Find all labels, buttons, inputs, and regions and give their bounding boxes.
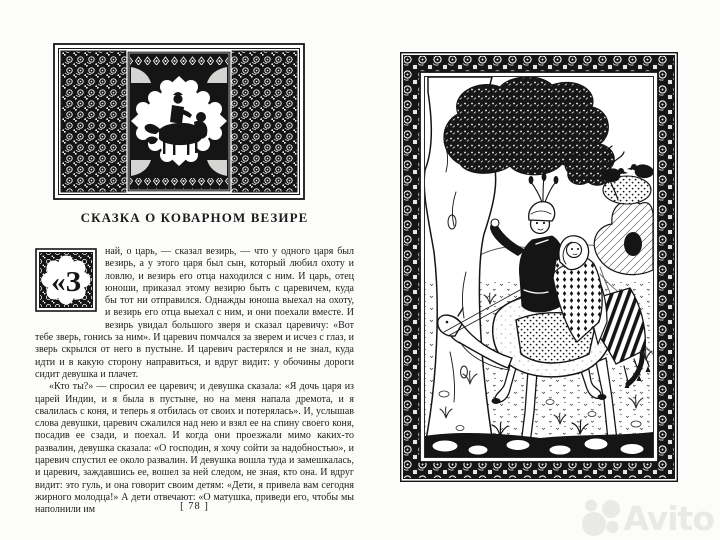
chapter-title: СКАЗКА О КОВАРНОМ ВЕЗИРЕ	[80, 210, 309, 225]
paragraph-first-text: най, о царь, — сказал везирь, — что у одного царя был везирь, а у этого царя был сын, который любил охоту и ловлю, и везирь его отца находился с ним. И царь, отец юноши, приказал этому везирю быть с царевичем, куда бы тот ни отправился. Однажды юноша выехал на охоту, и везирь его отца выехал с ним, и они поехали вместе. И везирь увидал большого зверя и сказал царевичу: «Вот тебе зверь, гонись за ним». И царевич помчался за зверем и исчез с глаз, и зверь скрылся от него в пустыне. И царевич растерялся и не знал, куда идти и в какую сторону направиться, и вдруг видит: у обочины дороги сидит девушка и плачет.	[35, 246, 354, 380]
right-page	[400, 52, 678, 482]
drop-cap-ornament	[35, 248, 97, 312]
miniature-illustration	[400, 52, 678, 482]
paragraph-second: «Кто ты?» — спросил ее царевич; и девушка сказала: «Я дочь царя из царей Индии, и я была в пустыне, но на меня напала дремота, и я свалилась с коня, и теперь я отбилась от своих и потерялась». И, услышав слова девушки, царевич сжалился над нею и взял ее на спину своего коня, посадив ее сзади, и поехал. И когда они проезжали мимо каких-то развалин, девушка сказала: «О господин, я хочу сойти за надобностью», и царевич спустил ее около развалин. И девушка вошла туда и замешкалась, и царевич, заждавшись ее, вошел за ней следом, не зная, кто она. И вдруг видит: это гуль, и она говорит своим детям: «Дети, я привела вам сегодня жирного молодца!» А дети отвечают: «О матушка, приведи его, чтобы мы наполнили им	[35, 381, 354, 516]
headpiece-ornament	[53, 43, 305, 200]
avito-watermark	[581, 498, 714, 538]
avito-wordmark: Avito	[623, 498, 714, 538]
avito-logo-icon	[581, 498, 621, 538]
story-text	[35, 246, 354, 517]
drop-cap-letter: «З	[51, 266, 81, 298]
page-number: [ 78 ]	[180, 501, 209, 512]
paragraph-first	[35, 246, 354, 381]
